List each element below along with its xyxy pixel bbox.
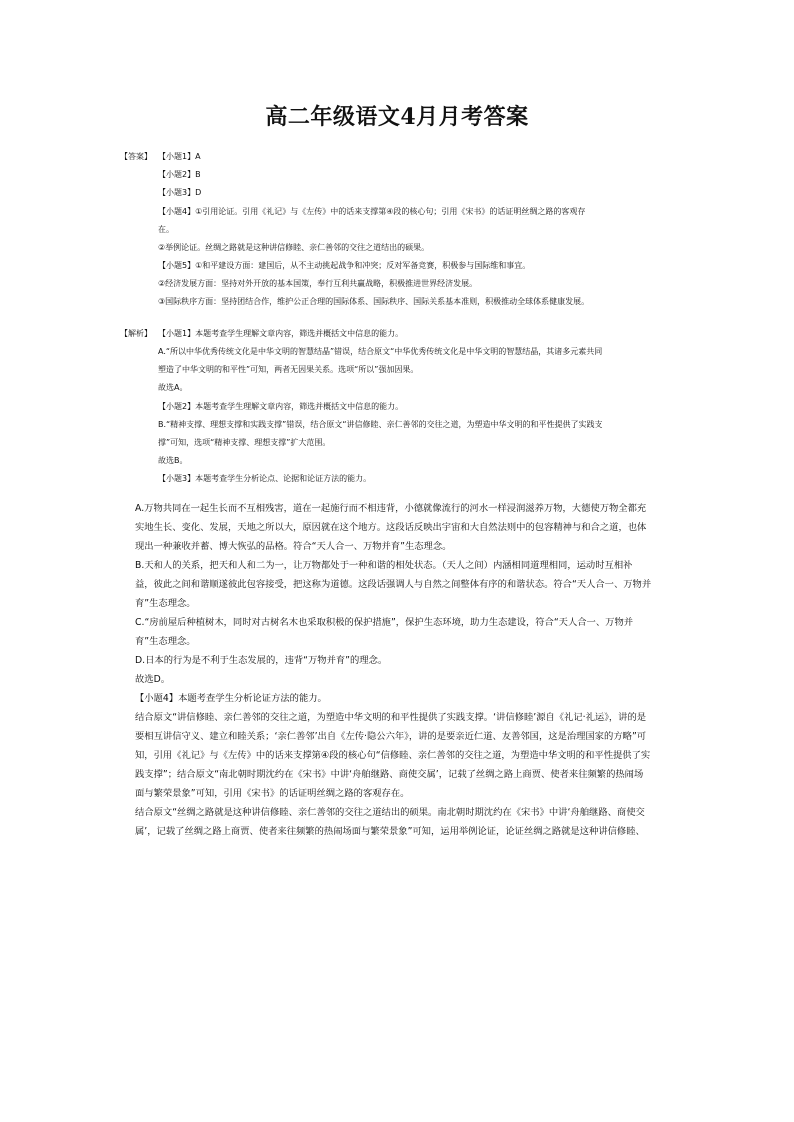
- analysis-line: 撑”可知，选项“精神支撑、理想支撑”扩大范围。: [158, 438, 331, 447]
- analysis-line: B.“精神支撑、理想支撑和实践支撑”错误，结合原文“讲信修睦、亲仁善邻的交往之道，为塑造中华文明的和平性提供了实践支: [158, 420, 603, 429]
- body-line: 属’，记载了丝绸之路上商贾、使者来往频繁的热闹场面与繁荣景象”可知，运用举例论证，论证丝绸之路就是这种讲信修睦、: [135, 826, 645, 837]
- body-line: 育”生态理念。: [135, 598, 196, 609]
- body-line: 故选D。: [135, 674, 171, 685]
- analysis-line: 故选B。: [158, 456, 188, 465]
- body-line: 育”生态理念。: [135, 636, 196, 647]
- answer-line: 【小题1】A: [158, 152, 201, 161]
- body-line: 结合原文“讲信修睦、亲仁善邻的交往之道，为塑造中华文明的和平性提供了实践支撑。‘讲信修睦’源自《礼记·礼运》，讲的是: [135, 712, 647, 723]
- body-line: 益，彼此之间和谐顺遂彼此包容接受，把这称为道德。这段话强调人与自然之间整体有序的和谐状态。符合“天人合一、万物并: [135, 579, 652, 590]
- body-line: D.日本的行为是不利于生态发展的，违背“万物并育”的理念。: [135, 655, 388, 666]
- document-title: 高二年级语文4月月考答案: [265, 104, 529, 130]
- body-line: 实地生长、变化、发展，天地之所以大，原因就在这个地方。这段话反映出宇宙和大自然法则中的包容精神与和合之道，也体: [135, 522, 647, 533]
- answer-line: 【小题3】D: [158, 188, 202, 197]
- analysis-line: 塑造了中华文明的和平性”可知，两者无因果关系。选项“所以”强加因果。: [158, 365, 419, 374]
- answer-tag: 【答案】: [120, 152, 152, 161]
- body-line: 面与繁荣景象”可知，引用《宋书》的话证明丝绸之路的客观存在。: [135, 788, 410, 799]
- analysis-line: 【小题2】本题考查学生理解文章内容，筛选并概括文中信息的能力。: [158, 402, 404, 411]
- body-line: B.天和人的关系，把天和人和二为一，让万物都处于一种和谐的相处状态。（天人之间）内涵相同道理相同，运动时互相补: [135, 560, 633, 571]
- analysis-line: 故选A。: [158, 383, 188, 392]
- body-line: 知，引用《礼记》与《左传》中的话来支撑第④段的核心句“信修睦、亲仁善邻的交往之道，为塑造中华文明的和平性提供了实: [135, 750, 651, 761]
- body-line: 践支撑”；结合原文“南北朝时期沈约在《宋书》中讲‘舟舶继路、商使交属’，记载了丝绸之路上商贾、使者来往频繁的热闹场: [135, 769, 644, 780]
- analysis-line: 【小题3】本题考查学生分析论点、论据和论证方法的能力。: [158, 474, 372, 483]
- answer-line: 【小题5】①和平建设方面：建国后，从不主动挑起战争和冲突；反对军备竞赛，积极参与国际维和事宜。: [158, 261, 531, 270]
- body-line: 结合原文“丝绸之路就是这种讲信修睦、亲仁善邻的交往之道结出的硕果。南北朝时期沈约在《宋书》中讲‘舟舶继路、商使交: [135, 807, 645, 818]
- answer-line: ③国际秩序方面：坚持团结合作，维护公正合理的国际体系、国际秩序、国际关系基本准则，积极推动全球体系健康发展。: [158, 297, 590, 306]
- answer-line: 【小题4】①引用论证。引用《礼记》与《左传》中的话来支撑第④段的核心句；引用《宋书》的话证明丝绸之路的客观存: [158, 207, 586, 216]
- body-line: 【小题4】本题考查学生分析论证方法的能力。: [135, 693, 327, 704]
- analysis-line: A.“所以中华优秀传统文化是中华文明的智慧结晶”错误，结合原文“中华优秀传统文化是中华文明的智慧结晶，其诸多元素共同: [158, 347, 603, 356]
- body-line: A.万物共同在一起生长而不互相残害，道在一起施行而不相违背，小德就像流行的河水一样浸润滋养万物，大德使万物全都充: [135, 503, 647, 514]
- analysis-tag: 【解析】: [120, 329, 152, 338]
- answer-line: 在。: [158, 225, 174, 234]
- analysis-line: 【小题1】本题考查学生理解文章内容，筛选并概括文中信息的能力。: [158, 329, 404, 338]
- answer-line: 【小题2】B: [158, 170, 201, 179]
- body-line: 现出一种兼收并蓄、博大恢弘的品格。符合“天人合一、万物并育”生态理念。: [135, 541, 452, 552]
- answer-line: ②经济发展方面：坚持对外开放的基本国策，奉行互利共赢战略，积极推进世界经济发展。: [158, 279, 478, 288]
- body-line: C.“房前屋后种植树木，同时对古树名木也采取积极的保护措施”，保护生态环境，助力生态建设，符合“天人合一、万物并: [135, 617, 634, 628]
- body-line: 要相互讲信守义、建立和睦关系；‘亲仁善邻’出自《左传·隐公六年》，讲的是要亲近仁道、友善邻国，这是治理国家的方略”可: [135, 731, 647, 742]
- answer-line: ②举例论证。丝绸之路就是这种讲信修睦、亲仁善邻的交往之道结出的硕果。: [158, 243, 430, 252]
